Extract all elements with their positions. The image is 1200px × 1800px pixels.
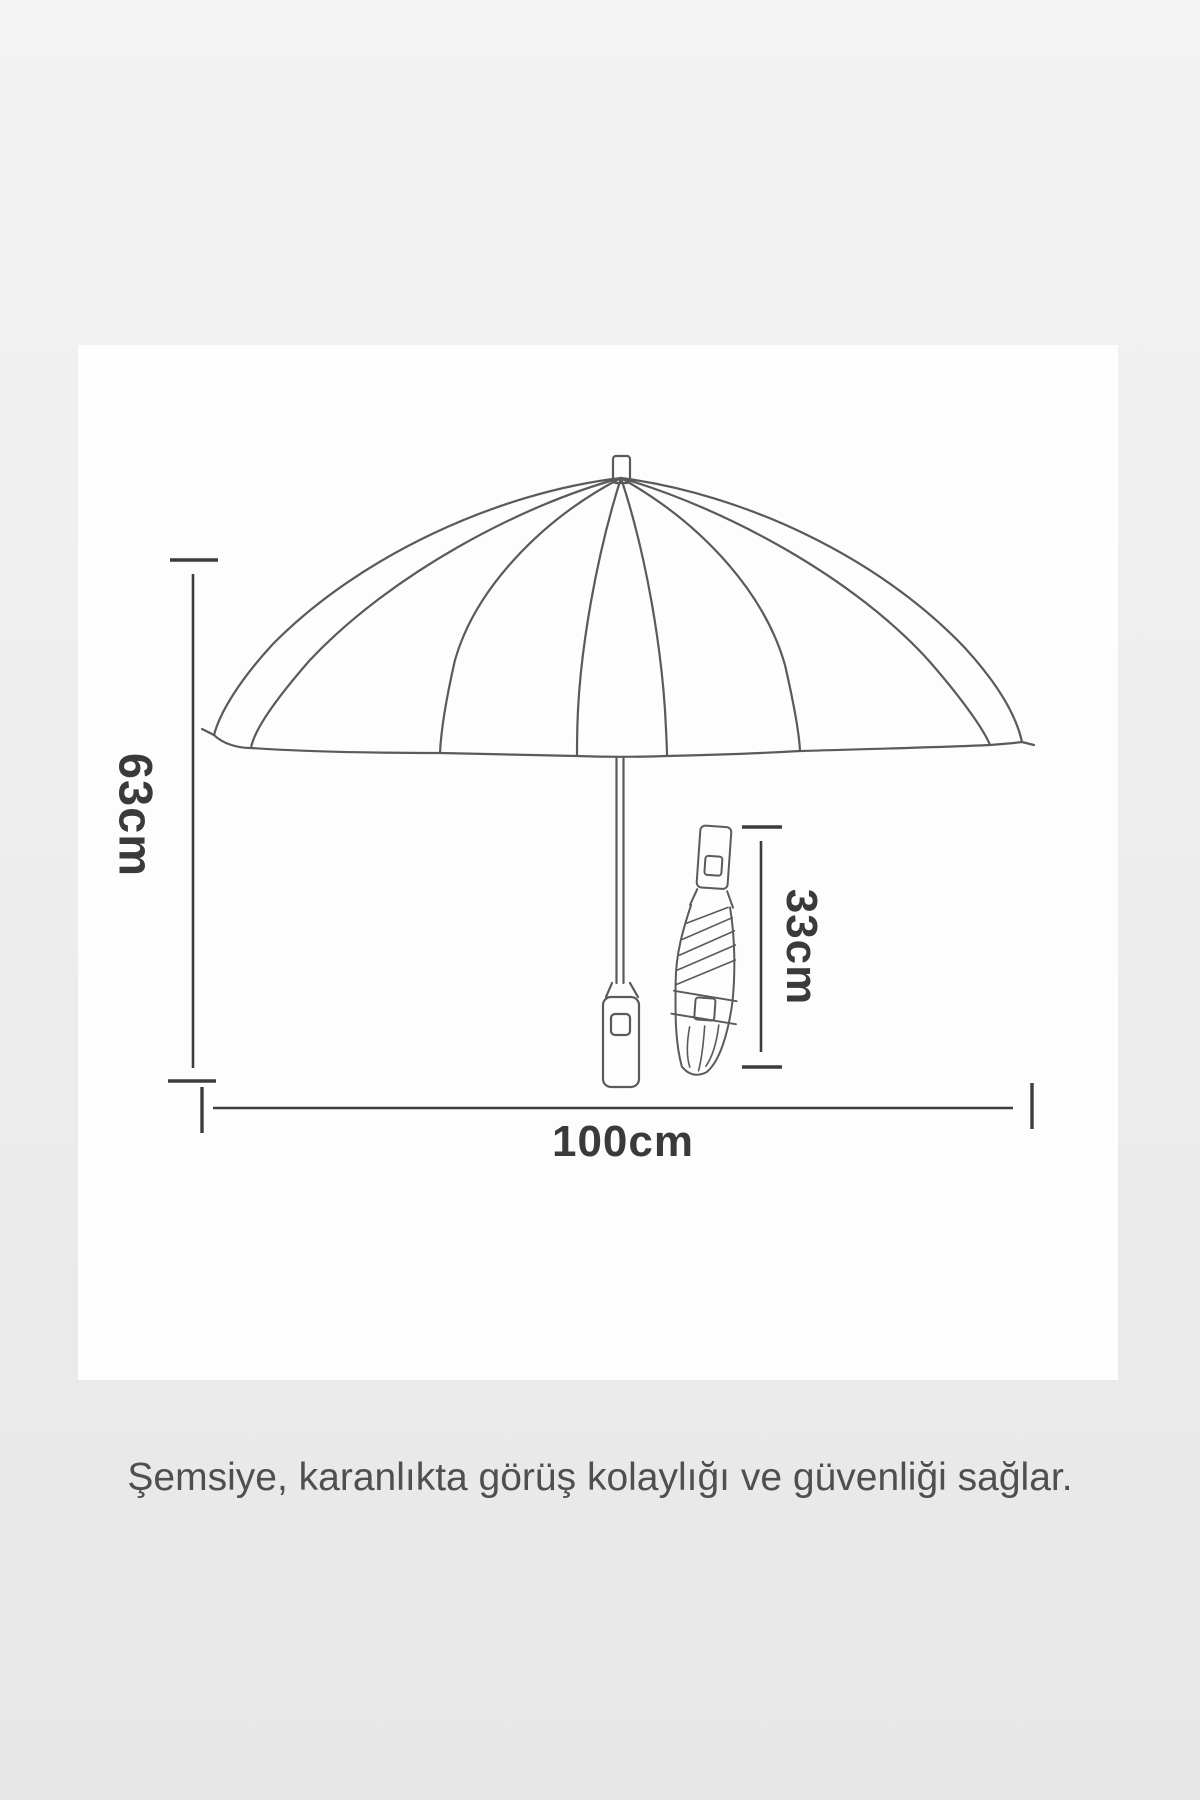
height-dimension-label: 63cm	[109, 752, 163, 878]
canopy-outline	[202, 478, 1034, 757]
strap-band	[671, 991, 738, 1024]
open-umbrella-drawing	[202, 456, 1034, 1087]
folded-umbrella-drawing	[667, 824, 749, 1077]
width-dimension-label: 100cm	[551, 1117, 695, 1166]
folded-length-dimension-label: 33cm	[777, 888, 826, 1006]
height-dimension-63cm	[168, 560, 218, 1081]
wrap-fold-lines	[670, 904, 739, 1073]
handle	[603, 997, 639, 1087]
shaft	[606, 758, 638, 997]
caption-text: Şemsiye, karanlıkta görüş kolaylığı ve güvenliği sağlar.	[127, 1456, 1073, 1499]
